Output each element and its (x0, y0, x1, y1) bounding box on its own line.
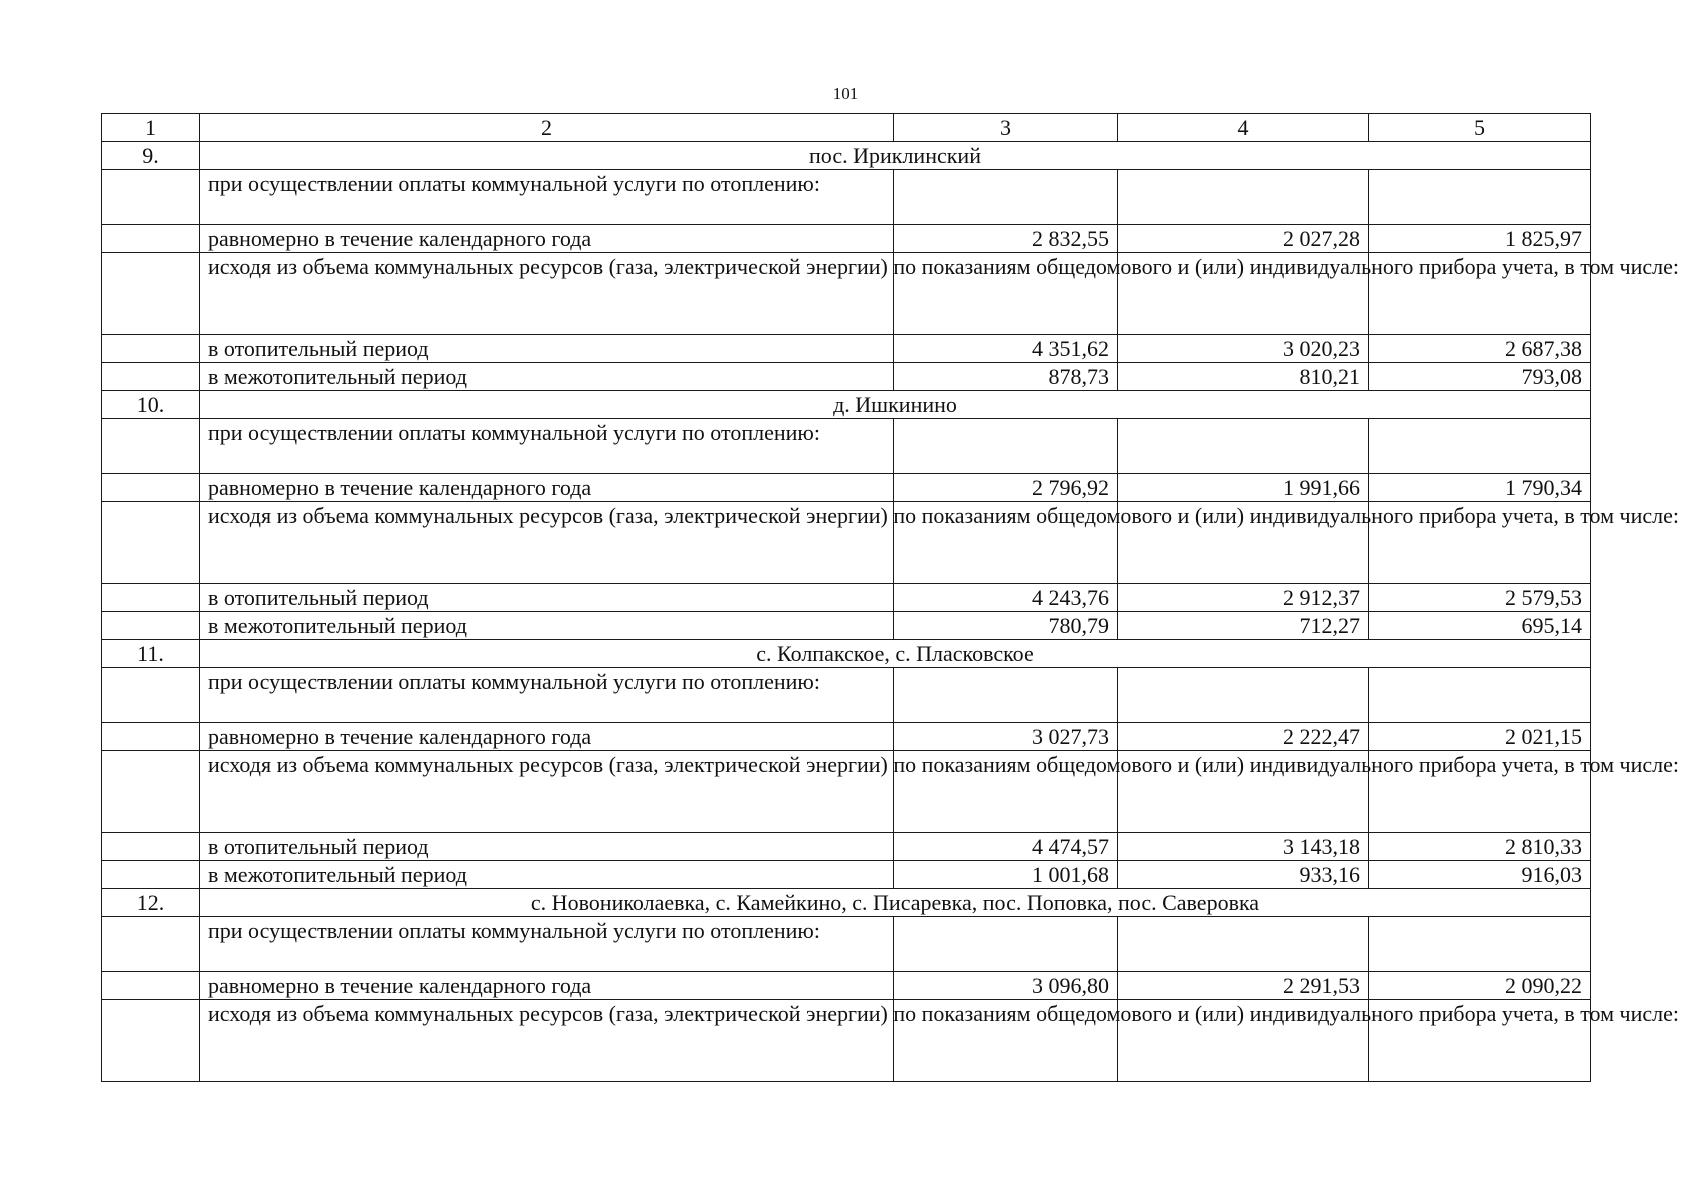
header-cell-4: 4 (1118, 114, 1369, 142)
table-row (102, 668, 1591, 723)
value-col5: 1 790,34 (1369, 474, 1591, 502)
value-col4 (1118, 170, 1369, 225)
value-col4 (1118, 419, 1369, 474)
section-row (102, 142, 1591, 170)
empty-cell (102, 225, 200, 253)
empty-cell (102, 833, 200, 861)
row-label: исходя из объема коммунальных ресурсов (газа, электрической энергии) по показаниям общедомового и (или) индивидуального прибора учета, в том числе: (200, 253, 894, 335)
header-row (102, 114, 1591, 142)
table-row (102, 917, 1591, 972)
table-row (102, 225, 1591, 253)
section-location: пос. Ириклинский (200, 142, 1591, 170)
value-col3 (894, 668, 1118, 723)
value-col5: 916,03 (1369, 861, 1591, 889)
value-col3: 3 027,73 (894, 723, 1118, 751)
value-col4 (1118, 668, 1369, 723)
table-row (102, 1000, 1591, 1082)
row-label: исходя из объема коммунальных ресурсов (газа, электрической энергии) по показаниям общедомового и (или) индивидуального прибора учета, в том числе: (200, 1000, 894, 1082)
value-col3: 878,73 (894, 363, 1118, 391)
value-col3: 2 796,92 (894, 474, 1118, 502)
value-col3: 4 351,62 (894, 335, 1118, 363)
table-row (102, 723, 1591, 751)
table-row (102, 833, 1591, 861)
table-row (102, 363, 1591, 391)
row-label: исходя из объема коммунальных ресурсов (газа, электрической энергии) по показаниям общедомового и (или) индивидуального прибора учета, в том числе: (200, 751, 894, 833)
header-cell-3: 3 (894, 114, 1118, 142)
section-number: 9. (102, 142, 200, 170)
section-number: 11. (102, 640, 200, 668)
value-col5: 2 090,22 (1369, 972, 1591, 1000)
value-col4: 933,16 (1118, 861, 1369, 889)
value-col4: 3 020,23 (1118, 335, 1369, 363)
table-row (102, 584, 1591, 612)
row-label: в межотопительный период (200, 861, 894, 889)
value-col4: 2 912,37 (1118, 584, 1369, 612)
empty-cell (102, 170, 200, 225)
value-col4: 3 143,18 (1118, 833, 1369, 861)
empty-cell (102, 419, 200, 474)
table-row (102, 170, 1591, 225)
row-label: равномерно в течение календарного года (200, 225, 894, 253)
empty-cell (102, 861, 200, 889)
empty-cell (102, 1000, 200, 1082)
empty-cell (102, 972, 200, 1000)
row-label: равномерно в течение календарного года (200, 474, 894, 502)
value-col3: 4 474,57 (894, 833, 1118, 861)
value-col3 (894, 419, 1118, 474)
value-col4 (1118, 917, 1369, 972)
value-col5 (1369, 917, 1591, 972)
empty-cell (102, 363, 200, 391)
table-row (102, 419, 1591, 474)
empty-cell (102, 253, 200, 335)
header-cell-2: 2 (200, 114, 894, 142)
section-location: д. Ишкинино (200, 391, 1591, 419)
value-col4: 2 291,53 (1118, 972, 1369, 1000)
value-col5 (1369, 668, 1591, 723)
row-label: при осуществлении оплаты коммунальной услуги по отоплению: (200, 668, 894, 723)
value-col5: 2 687,38 (1369, 335, 1591, 363)
table-row (102, 972, 1591, 1000)
value-col4: 712,27 (1118, 612, 1369, 640)
row-label: в отопительный период (200, 335, 894, 363)
value-col3: 2 832,55 (894, 225, 1118, 253)
section-row (102, 391, 1591, 419)
table-row (102, 751, 1591, 833)
empty-cell (102, 474, 200, 502)
section-row (102, 889, 1591, 917)
value-col5: 1 825,97 (1369, 225, 1591, 253)
section-location: с. Колпакское, с. Пласковское (200, 640, 1591, 668)
value-col5: 2 021,15 (1369, 723, 1591, 751)
value-col3: 1 001,68 (894, 861, 1118, 889)
row-label: при осуществлении оплаты коммунальной услуги по отоплению: (200, 170, 894, 225)
table-row (102, 253, 1591, 335)
empty-cell (102, 502, 200, 584)
table-row (102, 502, 1591, 584)
page-number: 101 (832, 84, 859, 103)
table-row (102, 474, 1591, 502)
value-col5: 2 810,33 (1369, 833, 1591, 861)
row-label: в отопительный период (200, 584, 894, 612)
value-col5: 2 579,53 (1369, 584, 1591, 612)
row-label: равномерно в течение календарного года (200, 723, 894, 751)
value-col4: 1 991,66 (1118, 474, 1369, 502)
section-number: 12. (102, 889, 200, 917)
value-col4: 810,21 (1118, 363, 1369, 391)
value-col3: 4 243,76 (894, 584, 1118, 612)
empty-cell (102, 723, 200, 751)
value-col5: 793,08 (1369, 363, 1591, 391)
empty-cell (102, 335, 200, 363)
row-label: исходя из объема коммунальных ресурсов (газа, электрической энергии) по показаниям общедомового и (или) индивидуального прибора учета, в том числе: (200, 502, 894, 584)
table-row (102, 335, 1591, 363)
header-cell-5: 5 (1369, 114, 1591, 142)
table-row (102, 612, 1591, 640)
row-label: равномерно в течение календарного года (200, 972, 894, 1000)
row-label: при осуществлении оплаты коммунальной услуги по отоплению: (200, 419, 894, 474)
value-col3: 780,79 (894, 612, 1118, 640)
header-cell-1: 1 (102, 114, 200, 142)
row-label: в отопительный период (200, 833, 894, 861)
value-col3 (894, 170, 1118, 225)
value-col3: 3 096,80 (894, 972, 1118, 1000)
value-col4: 2 222,47 (1118, 723, 1369, 751)
empty-cell (102, 917, 200, 972)
value-col4: 2 027,28 (1118, 225, 1369, 253)
section-location: с. Новониколаевка, с. Камейкино, с. Писаревка, пос. Поповка, пос. Саверовка (200, 889, 1591, 917)
section-row (102, 640, 1591, 668)
row-label: при осуществлении оплаты коммунальной услуги по отоплению: (200, 917, 894, 972)
value-col5 (1369, 170, 1591, 225)
section-number: 10. (102, 391, 200, 419)
row-label: в межотопительный период (200, 612, 894, 640)
value-col5: 695,14 (1369, 612, 1591, 640)
empty-cell (102, 751, 200, 833)
value-col3 (894, 917, 1118, 972)
value-col5 (1369, 419, 1591, 474)
empty-cell (102, 612, 200, 640)
table-row (102, 861, 1591, 889)
row-label: в межотопительный период (200, 363, 894, 391)
empty-cell (102, 668, 200, 723)
empty-cell (102, 584, 200, 612)
tariff-table (101, 113, 1680, 1082)
